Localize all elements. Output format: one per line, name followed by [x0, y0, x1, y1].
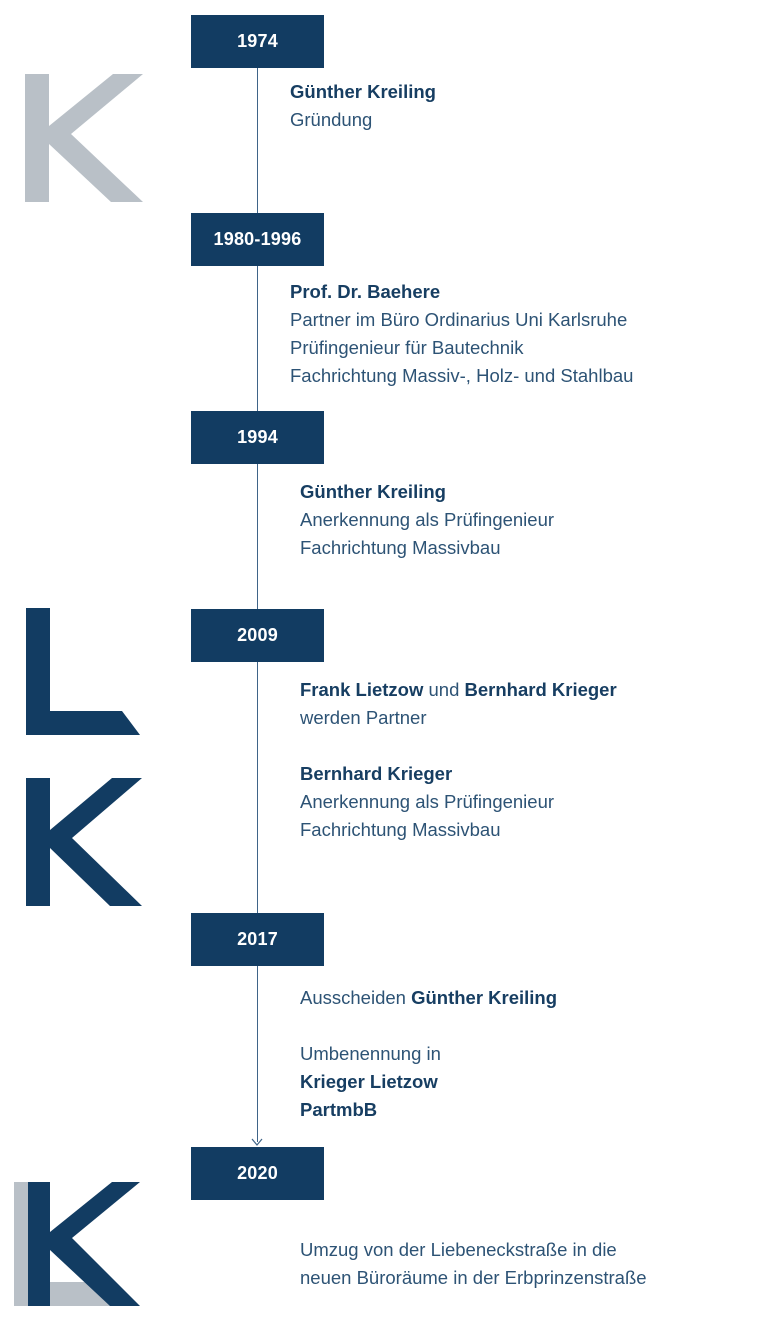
arrow-down-icon [251, 1135, 263, 1147]
entry-2009-partners [300, 676, 617, 732]
new-name-2: PartmbB [300, 1099, 378, 1120]
entry-text: Fachrichtung Massiv-, Holz- und Stahlbau [290, 365, 634, 386]
entry-text: Fachrichtung Massivbau [300, 819, 501, 840]
partner-line [300, 676, 617, 704]
year-1980-1996: 1980-1996 [191, 213, 324, 266]
entry-1994 [300, 478, 554, 562]
partner-a: Frank Lietzow [300, 679, 424, 700]
entry-text: werden Partner [300, 707, 427, 728]
entry-text: Umzug von der Liebeneckstraße in die [300, 1239, 617, 1260]
partner-b: Bernhard Krieger [464, 679, 617, 700]
departure-line [300, 984, 557, 1012]
year-1994: 1994 [191, 411, 324, 464]
entry-2009-approval [300, 760, 554, 844]
entry-name: Günther Kreiling [290, 81, 436, 102]
entry-text: neuen Büroräume in der Erbprinzenstraße [300, 1267, 647, 1288]
entry-name: Bernhard Krieger [300, 763, 453, 784]
entry-text: Anerkennung als Prüfingenieur [300, 509, 555, 530]
entry-name: Günther Kreiling [300, 481, 446, 502]
entry-text: Anerkennung als Prüfingenieur [300, 791, 555, 812]
entry-text: Partner im Büro Ordinarius Uni Karlsruhe [290, 309, 628, 330]
entry-text: Prüfingenieur für Bautechnik [290, 337, 524, 358]
entry-text: Fachrichtung Massivbau [300, 537, 501, 558]
combined-lk-logo [14, 1182, 142, 1308]
year-2020: 2020 [191, 1147, 324, 1200]
gray-k-logo [25, 74, 143, 202]
new-name-1: Krieger Lietzow [300, 1071, 438, 1092]
connector-text: und [423, 679, 465, 700]
year-2017: 2017 [191, 913, 324, 966]
year-2009: 2009 [191, 609, 324, 662]
navy-k-logo [26, 778, 142, 906]
year-1974: 1974 [191, 15, 324, 68]
entry-name: Prof. Dr. Baehere [290, 281, 441, 302]
entry-name: Günther Kreiling [411, 987, 558, 1008]
entry-1980-1996 [290, 278, 633, 390]
entry-2020 [300, 1236, 647, 1292]
entry-1974 [290, 78, 436, 134]
entry-text: Gründung [290, 109, 373, 130]
entry-2017-departure [300, 984, 557, 1012]
entry-2017-rename [300, 1040, 441, 1124]
entry-text: Umbenennung in [300, 1043, 441, 1064]
departure-prefix: Ausscheiden [300, 987, 412, 1008]
navy-l-logo [26, 608, 140, 735]
